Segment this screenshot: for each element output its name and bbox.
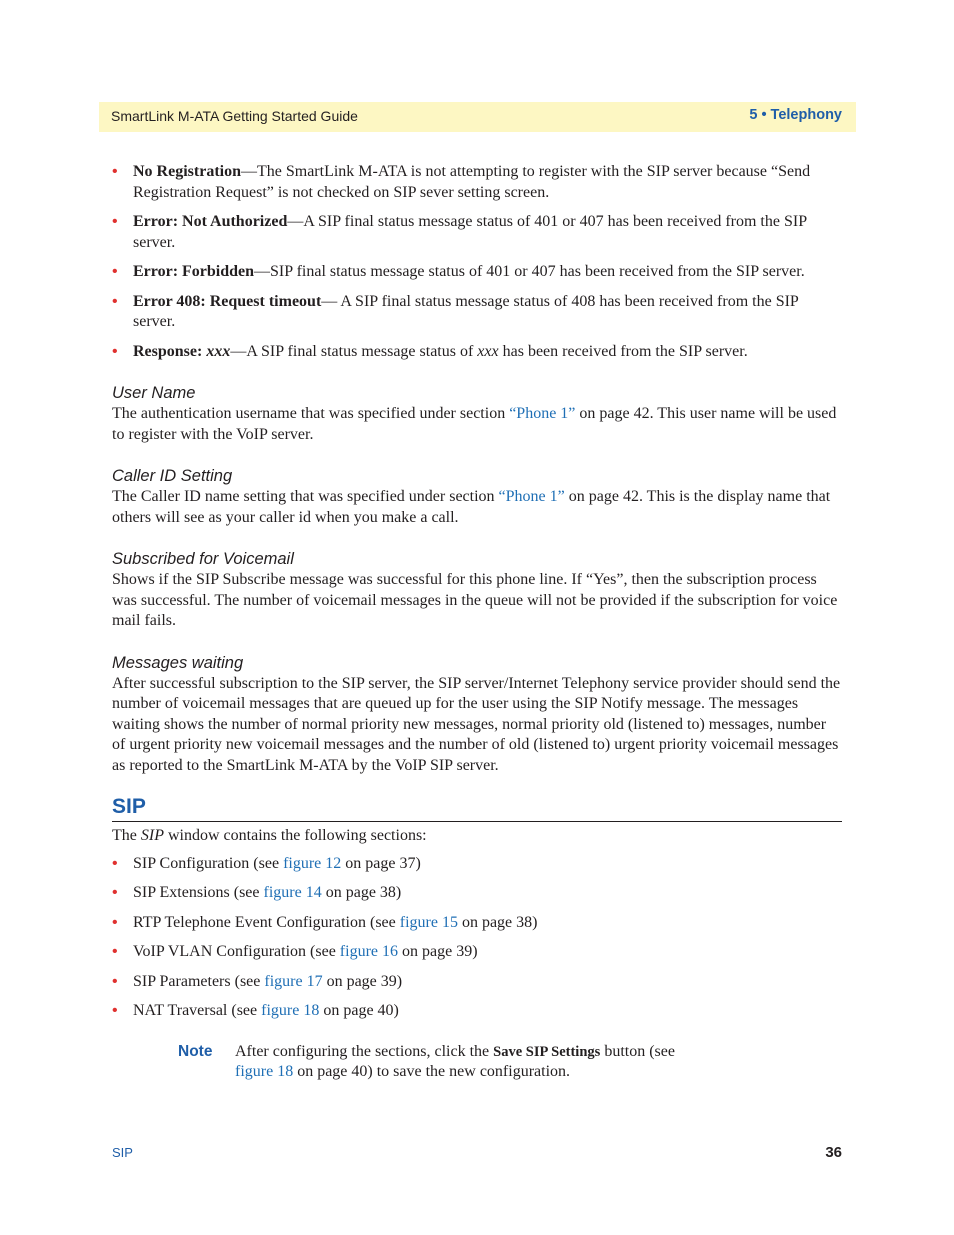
text: The Caller ID name setting that was specified under section <box>112 488 499 505</box>
list-item <box>112 883 842 904</box>
text: on page 42. This is the display name that others will see as your caller id when you make a call. <box>112 488 831 526</box>
list-item <box>112 262 842 283</box>
text: on page 39) <box>322 972 403 990</box>
registration-status-list <box>112 162 842 362</box>
save-sip-settings-reference: Save SIP Settings <box>493 1043 601 1060</box>
status-term: No Registration <box>133 163 241 180</box>
window-name: SIP <box>140 827 164 844</box>
status-term: Error: Forbidden <box>133 263 255 280</box>
text: After configuring the sections, click the <box>235 1042 494 1060</box>
figure-18-link[interactable]: figure 18 <box>261 1002 320 1019</box>
section-title-sip: SIP <box>112 795 842 822</box>
note-text <box>235 1042 705 1083</box>
status-description: — A SIP final status message status of 408 has been received from the SIP server. <box>133 292 799 330</box>
text: on page 40) to save the new configuration. <box>293 1063 571 1080</box>
phone-1-link[interactable]: “Phone 1” <box>509 405 576 422</box>
footer-section-link[interactable]: SIP <box>112 1145 133 1160</box>
text: on page 38) <box>457 913 538 931</box>
list-item <box>112 972 842 993</box>
status-description: —A SIP final status message status of 401 or 407 has been received from the SIP server. <box>133 213 807 251</box>
note-label: Note <box>178 1042 213 1060</box>
status-description: —The SmartLink M-ATA is not attempting to register with the SIP server because “Send Registration Request” is not checked on SIP sever setting screen. <box>133 163 811 201</box>
text: on page 37) <box>341 854 421 872</box>
text: button (see <box>600 1042 675 1060</box>
heading-messages-waiting: Messages waiting <box>112 653 244 672</box>
paragraph-caller-id <box>112 487 842 528</box>
text: window contains the following sections: <box>163 827 427 844</box>
status-variable: xxx <box>477 342 499 360</box>
text: NAT Traversal (see <box>133 1002 262 1019</box>
header-chapter-link[interactable]: 5 • Telephony <box>749 107 842 123</box>
figure-15-link[interactable]: figure 15 <box>399 913 458 931</box>
status-term: Error: Not Authorized <box>133 213 288 230</box>
figure-16-link[interactable]: figure 16 <box>339 943 398 960</box>
list-item <box>112 342 842 363</box>
paragraph-messages-waiting: After successful subscription to the SIP server, the SIP server/Internet Telephony service provider should send the number of voicemail messages that are queued up for the user using the SIP Notify message. The messages waiting shows the number of normal priority new messages, normal priority old (listened to) messages, number of urgent priority new voicemail messages and the number of old (listened to) urgent priority voicemail messages as reported to the SmartLink M-ATA by the VoIP SIP server. <box>112 674 841 774</box>
text: SIP Parameters (see <box>133 972 265 990</box>
list-item <box>112 913 842 934</box>
text: on page 38) <box>321 884 402 901</box>
text: The authentication username that was specified under section <box>112 405 510 422</box>
sip-sections-list <box>112 854 842 1022</box>
running-header <box>99 102 856 132</box>
heading-user-name: User Name <box>112 384 196 402</box>
text: VoIP VLAN Configuration (see <box>133 943 340 960</box>
status-term: Error 408: Request timeout <box>133 292 322 310</box>
text: The <box>112 827 141 844</box>
text: SIP Extensions (see <box>133 884 264 901</box>
text: SIP Configuration (see <box>133 854 284 872</box>
header-guide-title: SmartLink M-ATA Getting Started Guide <box>111 108 358 124</box>
text: on page 40) <box>319 1002 399 1019</box>
text: on page 39) <box>398 943 478 960</box>
figure-17-link[interactable]: figure 17 <box>264 972 323 990</box>
page-body <box>112 162 842 1083</box>
page-number: 36 <box>825 1144 842 1161</box>
sip-intro <box>112 826 842 847</box>
status-description-end: has been received from the SIP server. <box>498 342 748 360</box>
status-term-variable: xxx <box>206 342 231 360</box>
status-description: —SIP final status message status of 401 or 407 has been received from the SIP server. <box>254 263 805 280</box>
text: RTP Telephone Event Configuration (see <box>133 913 400 931</box>
figure-12-link[interactable]: figure 12 <box>283 854 342 872</box>
list-item <box>112 942 842 963</box>
figure-14-link[interactable]: figure 14 <box>263 884 322 901</box>
paragraph-voicemail: Shows if the SIP Subscribe message was successful for this phone line. If “Yes”, then the subscription process was successful. The number of voicemail messages in the queue will not be provided if the subscription for voice mail fails. <box>112 571 838 629</box>
figure-18-link[interactable]: figure 18 <box>235 1063 294 1080</box>
list-item <box>112 292 842 333</box>
text: on page 42. This user name will be used to register with the VoIP server. <box>112 405 837 443</box>
heading-voicemail: Subscribed for Voicemail <box>112 550 294 568</box>
status-term: Response: <box>133 342 207 360</box>
list-item <box>112 854 842 875</box>
phone-1-link[interactable]: “Phone 1” <box>498 488 565 505</box>
list-item <box>112 1001 842 1022</box>
paragraph-user-name <box>112 404 842 445</box>
list-item <box>112 212 842 253</box>
list-item <box>112 162 842 203</box>
status-description: —A SIP final status message status of <box>230 342 478 360</box>
note-box <box>178 1042 842 1083</box>
heading-caller-id: Caller ID Setting <box>112 467 233 485</box>
